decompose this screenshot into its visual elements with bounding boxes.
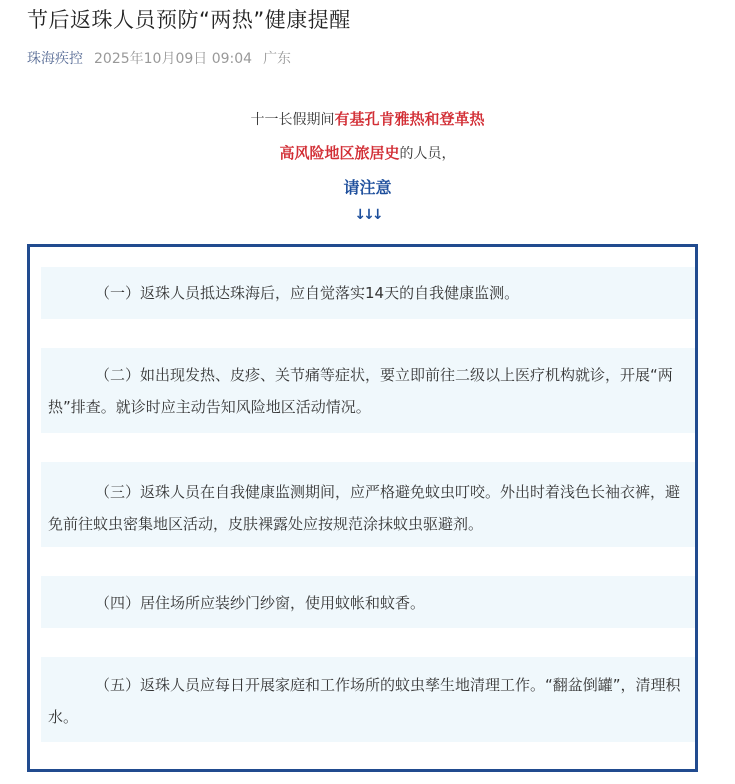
advice-item-1: （一）返珠人员抵达珠海后，应自觉落实14天的自我健康监测。	[41, 267, 695, 319]
intro-prefix: 十一长假期间	[250, 112, 335, 128]
intro-line-2	[0, 142, 735, 163]
advice-item-2: （二）如出现发热、皮疹、关节痛等症状，要立即前往二级以上医疗机构就诊，开展“两热”排查。就诊时应主动告知风险地区活动情况。	[41, 348, 695, 433]
intro-highlight-diseases: 有基孔肯雅热和登革热	[334, 110, 485, 128]
intro-highlight-risk-area: 高风险地区旅居史	[279, 144, 400, 162]
notice-heading: 请注意	[343, 178, 392, 197]
article-meta	[27, 48, 291, 68]
publish-datetime: 2025年10月09日 09:04	[94, 51, 253, 67]
publish-location: 广东	[263, 51, 292, 67]
intro-line-1	[0, 108, 735, 129]
advice-item-4: （四）居住场所应装纱门纱窗，使用蚊帐和蚊香。	[41, 576, 695, 628]
advice-item-5: （五）返珠人员应每日开展家庭和工作场所的蚊虫孳生地清理工作。“翻盆倒罐”，清理积水。	[41, 657, 695, 742]
down-arrows-icon: ↓↓↓	[354, 207, 381, 223]
author-link[interactable]: 珠海疾控	[27, 51, 83, 67]
article-title: 节后返珠人员预防“两热”健康提醒	[27, 8, 351, 32]
advice-box	[27, 244, 698, 772]
intro-suffix: 的人员，	[399, 146, 456, 162]
advice-item-3: （三）返珠人员在自我健康监测期间，应严格避免蚊虫叮咬。外出时着浅色长袖衣裤，避免前往蚊虫密集地区活动，皮肤裸露处应按规范涂抹蚊虫驱避剂。	[41, 462, 695, 547]
